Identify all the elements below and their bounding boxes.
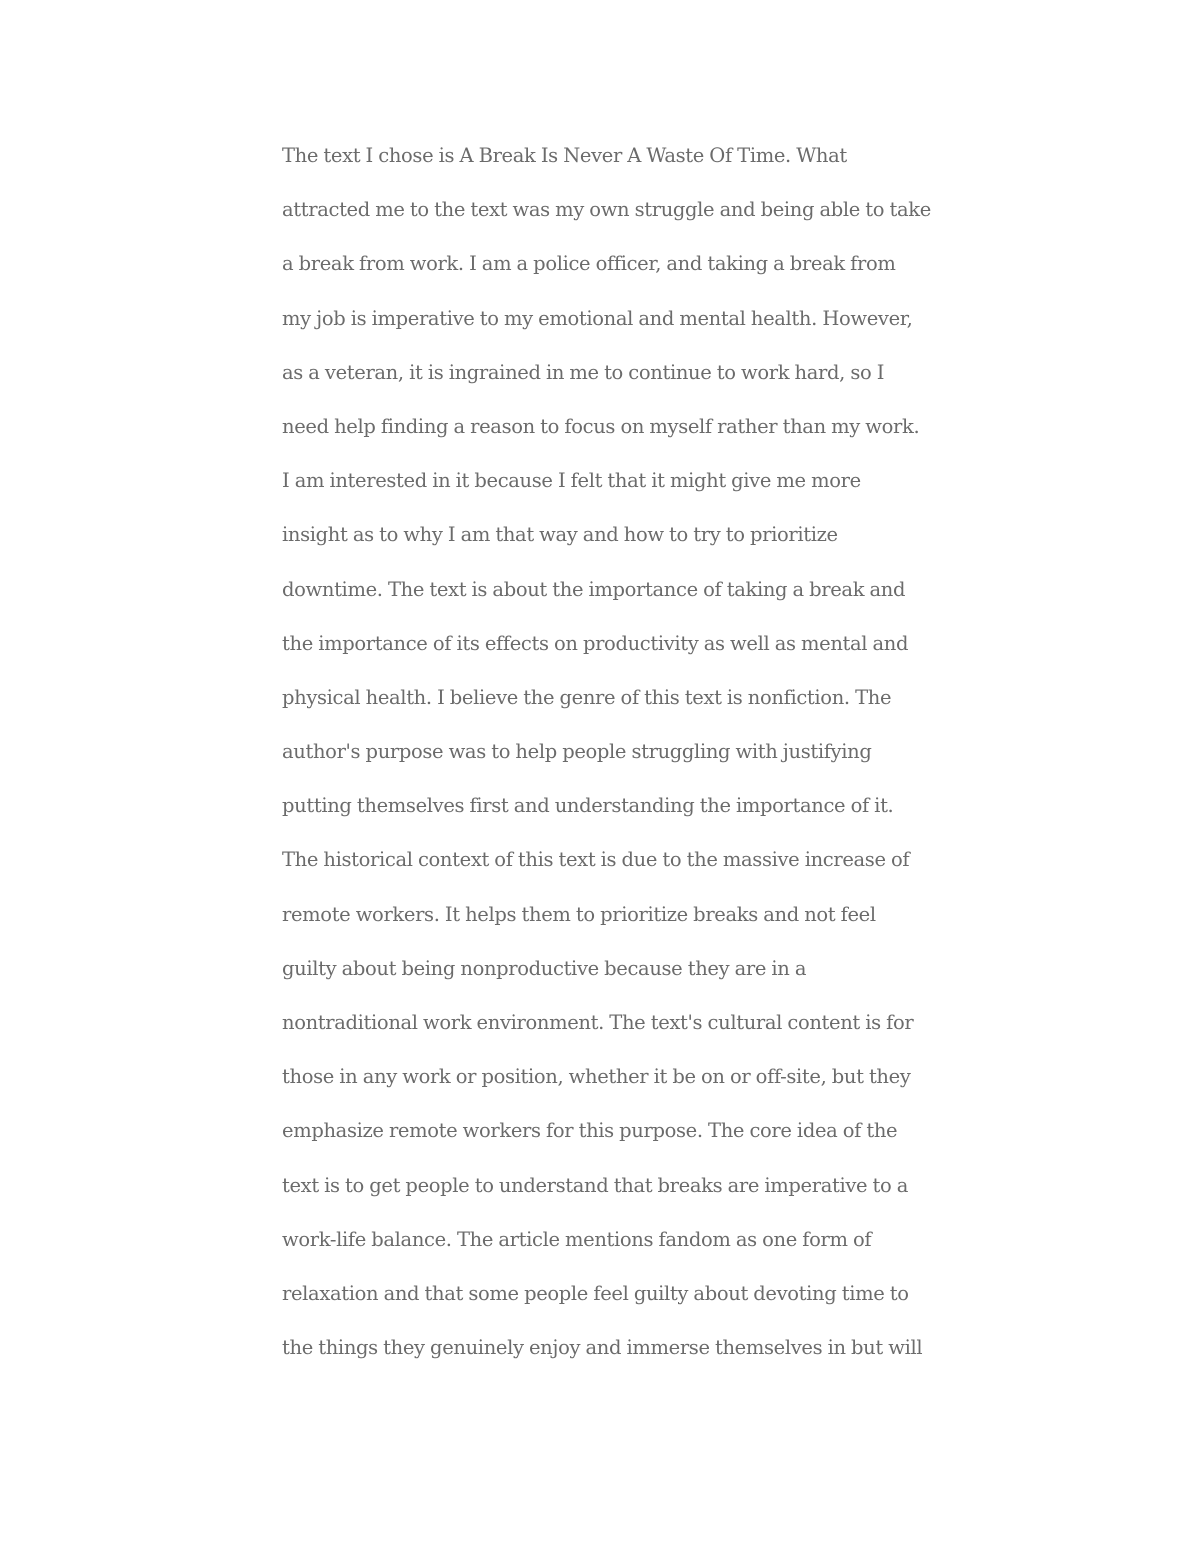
text-line: guilty about being nonproductive because they are in a [282, 956, 807, 980]
text-line: putting themselves first and understanding the importance of it. [282, 794, 894, 818]
text-line: those in any work or position, whether it be on or off-site, but they [282, 1065, 911, 1089]
body-paragraph [282, 134, 942, 1380]
text-line: downtime. The text is about the importance of taking a break and [282, 577, 906, 601]
text-line: the things they genuinely enjoy and immerse themselves in but will [282, 1336, 923, 1360]
text-line: my job is imperative to my emotional and mental health. However, [282, 306, 913, 330]
text-line: nontraditional work environment. The text's cultural content is for [282, 1011, 914, 1034]
text-line: insight as to why I am that way and how to try to prioritize [282, 523, 838, 547]
text-line: emphasize remote workers for this purpose. The core idea of the [282, 1119, 898, 1143]
text-line: The historical context of this text is due to the massive increase of [282, 848, 910, 872]
text-line: physical health. I believe the genre of this text is nonfiction. The [282, 685, 892, 709]
text-line: author's purpose was to help people struggling with justifying [282, 740, 872, 764]
text-line: a break from work. I am a police officer, and taking a break from [282, 252, 896, 276]
text-line: as a veteran, it is ingrained in me to continue to work hard, so I [282, 360, 885, 384]
text-line: The text I chose is A Break Is Never A Waste Of Time. What [282, 144, 847, 167]
text-line: text is to get people to understand that breaks are imperative to a [282, 1173, 909, 1197]
text-line: attracted me to the text was my own struggle and being able to take [282, 198, 931, 222]
text-line: remote workers. It helps them to prioritize breaks and not feel [282, 902, 876, 926]
text-line: the importance of its effects on productivity as well as mental and [282, 631, 909, 655]
text-line: work-life balance. The article mentions fandom as one form of [282, 1227, 872, 1251]
text-line: relaxation and that some people feel guilty about devoting time to [282, 1281, 909, 1305]
text-line: need help finding a reason to focus on myself rather than my work. [282, 414, 920, 438]
text-line: I am interested in it because I felt that it might give me more [282, 469, 861, 493]
